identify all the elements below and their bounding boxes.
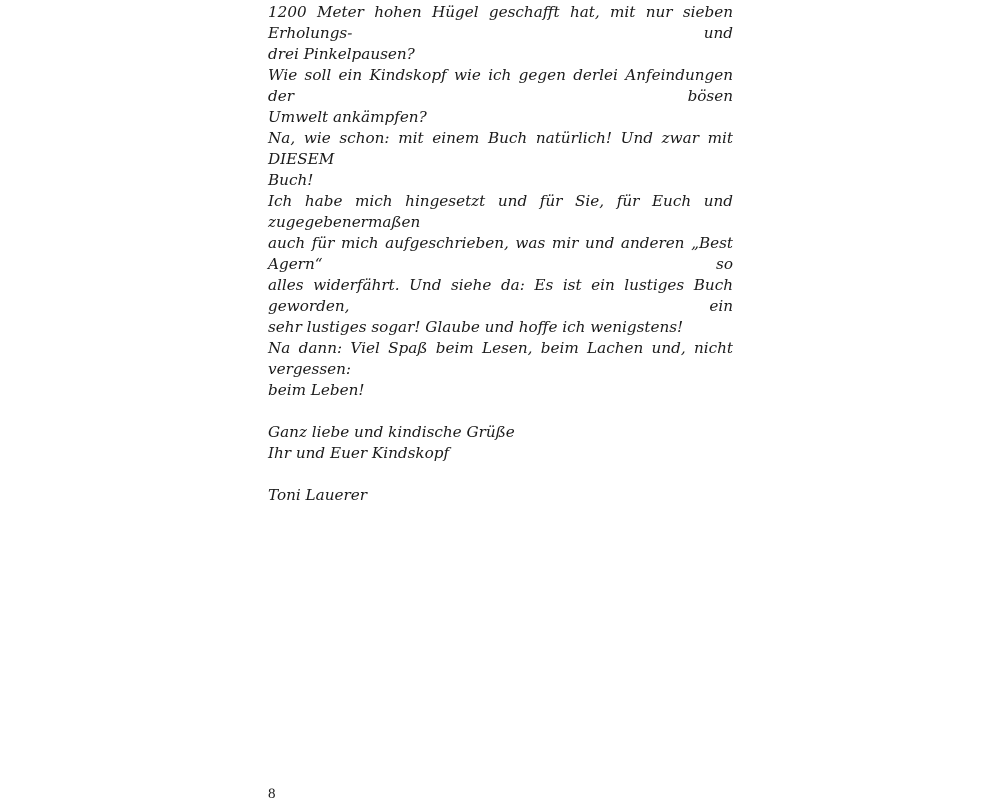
spacer	[268, 401, 733, 422]
body-paragraph	[268, 2, 733, 401]
body-line: Na dann: Viel Spaß beim Lesen, beim Lachen und, nicht vergessen:	[268, 339, 733, 378]
text-block	[268, 2, 733, 506]
page-number: 8	[268, 786, 276, 802]
body-line: Wie soll ein Kindskopf wie ich gegen derlei Anfeindungen der bösen	[268, 66, 733, 105]
body-line: drei Pinkelpausen?	[268, 45, 415, 63]
body-line: beim Leben!	[268, 381, 365, 399]
spacer	[268, 464, 733, 485]
body-line: Na, wie schon: mit einem Buch natürlich! Und zwar mit DIESEM	[268, 129, 733, 168]
body-line: auch für mich aufgeschrieben, was mir und anderen „Best Agern“ so	[268, 234, 733, 273]
author-name: Toni Lauerer	[268, 486, 367, 504]
greeting-line: Ihr und Euer Kindskopf	[268, 444, 450, 462]
body-line: 1200 Meter hohen Hügel geschafft hat, mit nur sieben Erholungs- und	[268, 3, 733, 42]
body-line: Buch!	[268, 171, 314, 189]
body-line: sehr lustiges sogar! Glaube und hoffe ich wenigstens!	[268, 318, 684, 336]
closing-greeting	[268, 422, 733, 464]
body-line: Ich habe mich hingesetzt und für Sie, für Euch und zugegebenermaßen	[268, 192, 733, 231]
body-line: alles widerfährt. Und siehe da: Es ist ein lustiges Buch geworden, ein	[268, 276, 733, 315]
signature	[268, 485, 733, 506]
body-line: Umwelt ankämpfen?	[268, 108, 427, 126]
greeting-line: Ganz liebe und kindische Grüße	[268, 423, 515, 441]
